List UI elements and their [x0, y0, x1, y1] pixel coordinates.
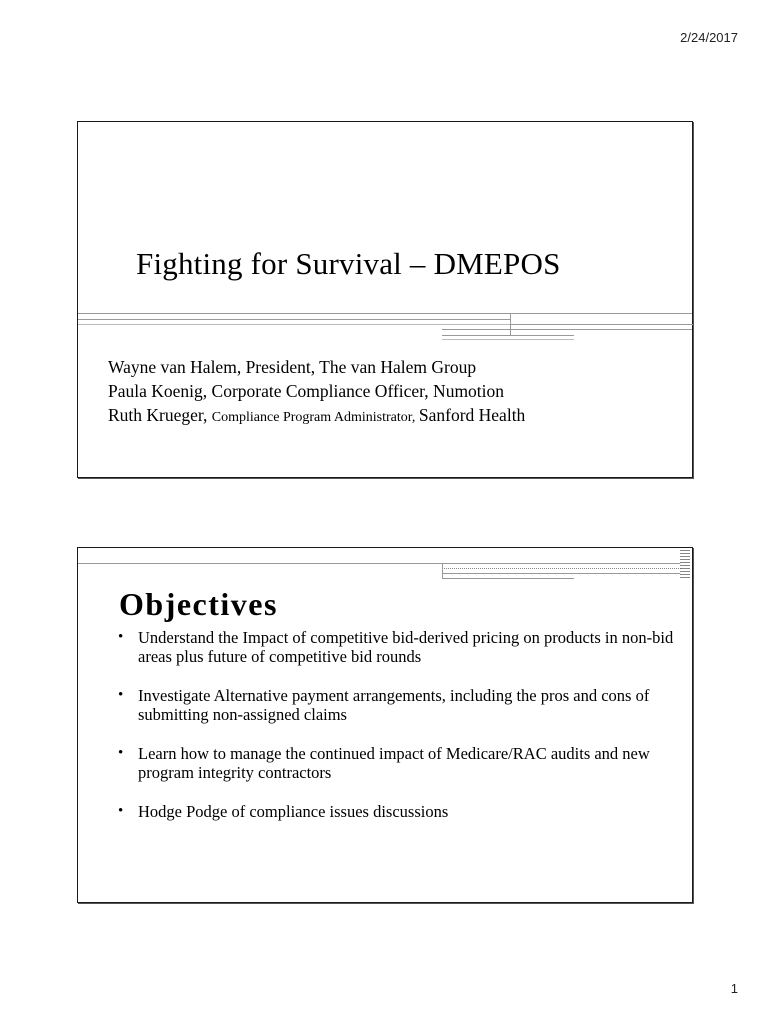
- list-item-text: Learn how to manage the continued impact of Medicare/RAC audits and new program integrity contractors: [138, 744, 650, 782]
- decorative-rule: [442, 339, 574, 340]
- presenter-name-role: Ruth Krueger,: [108, 405, 212, 425]
- list-item: [118, 686, 678, 724]
- bullet-icon: •: [118, 629, 124, 645]
- slide-title-heading: Fighting for Survival – DMEPOS: [136, 246, 561, 281]
- slide-title: [77, 121, 693, 478]
- list-item: [118, 802, 678, 821]
- list-item: [118, 744, 678, 782]
- presenter-line: [108, 355, 678, 379]
- decorative-rule: [442, 568, 681, 569]
- objectives-list: [118, 628, 678, 841]
- slide-objectives: [77, 547, 693, 903]
- slide-heading: Objectives: [119, 586, 278, 622]
- decorative-rule: [442, 578, 574, 579]
- list-item-text: Hodge Podge of compliance issues discussions: [138, 802, 449, 821]
- decorative-rule: [78, 563, 681, 564]
- decorative-rule: [442, 329, 692, 330]
- bullet-icon: •: [118, 803, 124, 819]
- presenter-organization: Sanford Health: [418, 405, 526, 425]
- presenter-role: Compliance Program Administrator,: [211, 410, 419, 425]
- list-item-text: Investigate Alternative payment arrangements, including the pros and cons of submitting non-assigned claims: [138, 686, 650, 724]
- bullet-icon: •: [118, 687, 124, 703]
- presenter-list: [108, 355, 678, 430]
- decorative-rule: [442, 319, 511, 335]
- presenter-name-role: Paula Koenig, Corporate Compliance Officer, Numotion: [108, 381, 505, 401]
- bullet-icon: •: [118, 745, 124, 761]
- decorative-rule: [442, 335, 574, 336]
- decorative-texture: [680, 550, 690, 578]
- presenter-line: [108, 403, 678, 430]
- list-item: [118, 628, 678, 666]
- presenter-line: [108, 379, 678, 403]
- list-item-text: Understand the Impact of competitive bid-derived pricing on products in non-bid areas plus future of competitive bid rounds: [138, 628, 674, 666]
- presenter-name-role: Wayne van Halem, President, The van Halem Group: [108, 357, 477, 377]
- page-number: 1: [730, 981, 738, 996]
- decorative-rule: [442, 573, 681, 574]
- page-date: 2/24/2017: [680, 30, 738, 45]
- decorative-rule: [442, 563, 443, 578]
- decorative-rule: [510, 313, 693, 325]
